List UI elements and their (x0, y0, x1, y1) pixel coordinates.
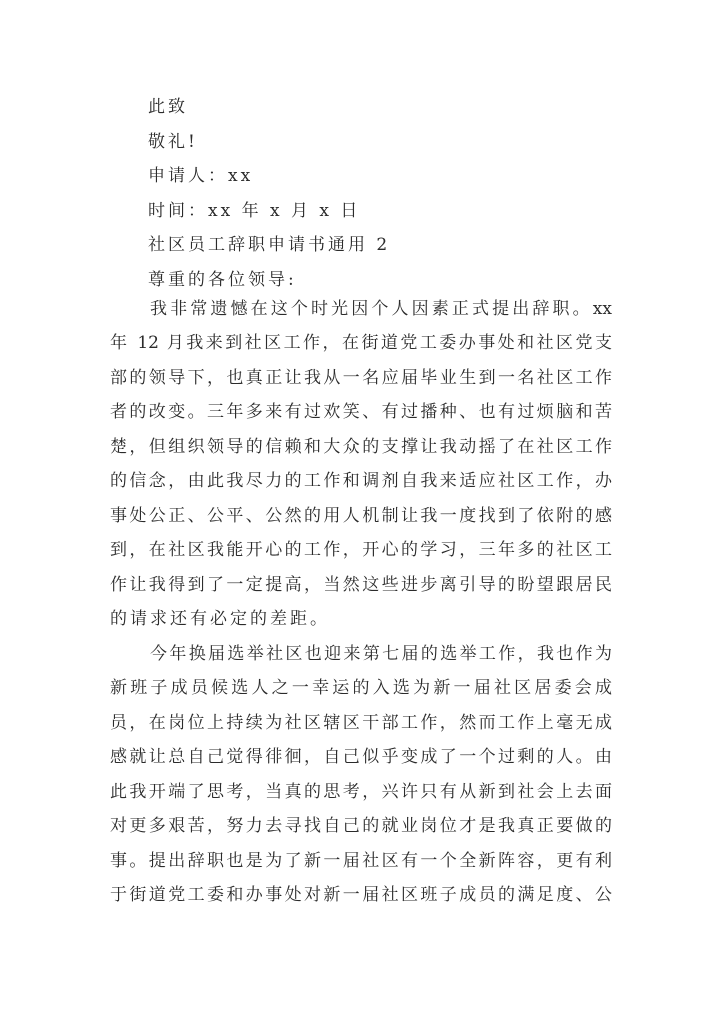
paragraph-line: 我非常遗憾在这个时光因个人因素正式提出辞职。xx (150, 299, 612, 319)
date-line: 时间：xx 年 x 月 x 日 (148, 201, 361, 221)
closing-regards: 敬礼! (148, 132, 198, 152)
paragraph-line: 的请求还有必定的差距。 (110, 609, 330, 629)
paragraph-line: 事处公正、公平、公然的用人机制让我一度找到了依附的感 (110, 506, 612, 526)
paragraph-line: 到，在社区我能开心的工作，开心的学习，三年多的社区工 (110, 540, 612, 560)
paragraph-line: 部的领导下，也真正让我从一名应届毕业生到一名社区工作 (110, 368, 612, 388)
greeting: 尊重的各位领导: (148, 270, 297, 290)
paragraph-line: 于街道党工委和办事处对新一届社区班子成员的满足度、公 (110, 885, 612, 905)
section-title: 社区员工辞职申请书通用 2 (148, 235, 391, 255)
paragraph-line: 对更多艰苦，努力去寻找自己的就业岗位才是我真正要做的 (110, 816, 612, 836)
paragraph-line: 作让我得到了一定提高，当然这些进步离引导的盼望跟居民 (110, 575, 612, 595)
paragraph-line: 员，在岗位上持续为社区辖区干部工作，然而工作上毫无成 (110, 713, 612, 733)
paragraph-line: 者的改变。三年多来有过欢笑、有过播种、也有过烦脑和苦 (110, 402, 612, 422)
paragraph-line: 年 12 月我来到社区工作，在街道党工委办事处和社区党支 (110, 333, 612, 353)
paragraph-line: 感就让总自己觉得徘徊，自己似乎变成了一个过剩的人。由 (110, 747, 612, 767)
closing-salutation: 此致 (148, 97, 188, 117)
paragraph-line: 今年换届选举社区也迎来第七届的选举工作，我也作为 (150, 644, 612, 664)
applicant-line: 申请人：xx (148, 166, 254, 186)
paragraph-line: 事。提出辞职也是为了新一届社区有一个全新阵容，更有利 (110, 851, 612, 871)
paragraph-line: 楚，但组织领导的信赖和大众的支撑让我动摇了在社区工作 (110, 437, 612, 457)
paragraph-line: 此我开端了思考，当真的思考，兴许只有从新到社会上去面 (110, 782, 612, 802)
paragraph-line: 的信念，由此我尽力的工作和调剂自我来适应社区工作，办 (110, 471, 612, 491)
paragraph-line: 新班子成员候选人之一幸运的入选为新一届社区居委会成 (110, 678, 612, 698)
